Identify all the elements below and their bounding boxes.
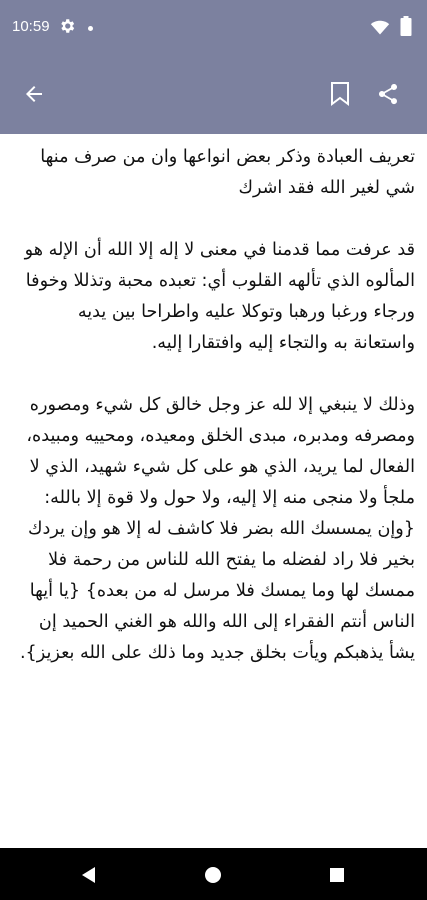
back-arrow-icon[interactable]	[10, 70, 58, 118]
article-content[interactable]	[0, 134, 427, 848]
nav-recents-icon[interactable]	[322, 860, 352, 890]
bookmark-icon[interactable]	[316, 70, 364, 118]
status-bar	[0, 0, 427, 56]
nav-back-icon[interactable]	[74, 860, 104, 890]
gear-icon	[58, 17, 76, 39]
share-icon[interactable]	[364, 70, 412, 118]
article-text	[0, 134, 427, 669]
article-heading: تعريف العبادة وذكر بعض انواعها وان من صرف منها شي لغير الله فقد اشرك	[40, 147, 415, 198]
moon-icon[interactable]	[262, 70, 310, 118]
dot-icon	[88, 26, 93, 31]
nav-home-icon[interactable]	[198, 860, 228, 890]
article-paragraph: قد عرفت مما قدمنا في معنى لا إله إلا الله أن الإله هو المألوه الذي تألهه القلوب أي: تعبده محبة وتذللا وخوفا ورجاء ورغبا ورهبا وتوكلا عليه واطراحا بين يديه واستعانة به والتجاء إليه وافتقارا إليه.	[24, 240, 415, 353]
system-nav-bar	[0, 848, 427, 900]
status-time: 10:59	[12, 18, 50, 35]
wifi-icon	[370, 17, 390, 41]
battery-icon	[400, 16, 412, 40]
article-paragraph: وذلك لا ينبغي إلا لله عز وجل خالق كل شيء ومصوره ومصرفه ومدبره، مبدى الخلق ومعيده، ومحييه ومبيده، الفعال لما يريد، الذي هو على كل شيء شهيد، الذي لا ملجأ ولا منجى منه إلا إليه، ولا حول ولا قوة إلا بالله: {وإن يمسسك الله بضر فلا كاشف له إلا هو وإن يردك بخير فلا راد لفضله ما يفتح الله للناس من رحمة فلا ممسك لها وما يمسك فلا مرسل له من بعده} {يا أيها الناس أنتم الفقراء إلى الله والله هو الغني الحميد إن يشأ يذهبكم ويأت بخلق جديد وما ذلك على الله بعزيز}.	[19, 395, 415, 663]
app-toolbar	[0, 56, 427, 134]
